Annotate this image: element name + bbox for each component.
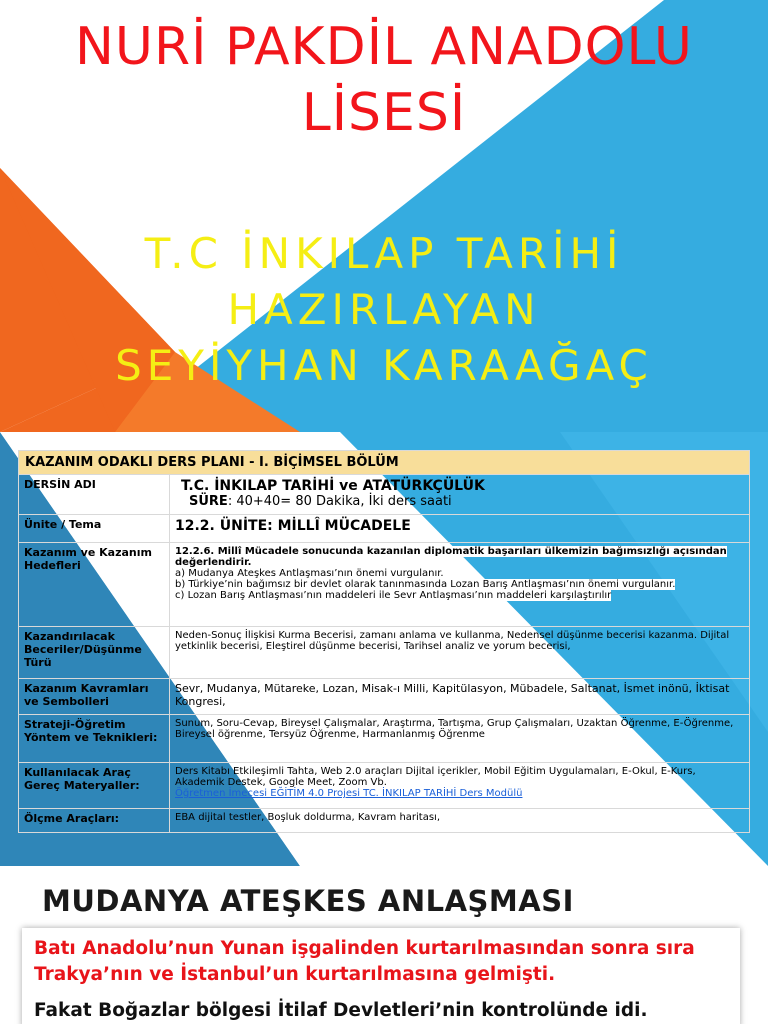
row-label: Kazanım Kavramları ve Sembolleri — [19, 679, 170, 715]
school-name-line2: LİSESİ — [301, 83, 467, 143]
outcome-b: b) Türkiye’nin bağımsız bir devlet olarak tanınmasında Lozan Barış Antlaşması’nın önemi vurgulanır. — [175, 579, 676, 590]
duration — [189, 494, 744, 509]
row-label: Strateji-Öğretim Yöntem ve Teknikleri: — [19, 715, 170, 763]
row-value — [170, 543, 750, 627]
concepts-value: Sevr, Mudanya, Mütareke, Lozan, Misak-ı Milli, Kapitülasyon, Mübadele, Saltanat, İsmet inönü, İktisat Kongresi, — [170, 679, 750, 715]
table-row — [19, 715, 750, 763]
table-row — [19, 475, 750, 515]
subject-title: T.C İNKILAP TARİHİ — [144, 229, 624, 278]
outcome-main: 12.2.6. Millî Mücadele sonucunda kazanılan diplomatik başarıları ülkemizin bağımsızlığı açısından değerlendirir. — [175, 546, 727, 568]
row-label: Kazanım ve Kazanım Hedefleri — [19, 543, 170, 627]
table-row — [19, 543, 750, 627]
row-label: Ünite / Tema — [19, 515, 170, 543]
strategy-value: Sunum, Soru-Cevap, Bireysel Çalışmalar, Araştırma, Tartışma, Grup Çalışmaları, Uzaktan Öğrenme, E-Öğrenme, Bireysel öğrenme, Tersyüz Öğrenme, Harmanlanmış Öğrenme — [170, 715, 750, 763]
lesson-plan-table — [18, 450, 750, 833]
module-link[interactable]: Öğretmen İmecesi EĞİTİM 4.0 Projesi TC. İNKILAP TARİHİ Ders Modülü — [175, 788, 523, 799]
unit-value: 12.2. ÜNİTE: MİLLÎ MÜCADELE — [170, 515, 750, 543]
title-slide — [0, 0, 768, 432]
table-header: KAZANIM ODAKLI DERS PLANI - I. BİÇİMSEL BÖLÜM — [19, 451, 750, 475]
skills-value: Neden-Sonuç İlişkisi Kurma Becerisi, zamanı anlama ve kullanma, Nedensel düşünme becerisi kazanma. Dijital yetkinlik becerisi, Eleştirel düşünme becerisi, Tarihsel analiz ve yorum becerisi, — [170, 627, 750, 679]
row-label: Kullanılacak Araç Gereç Materyaller: — [19, 763, 170, 809]
school-name-line1: NURİ PAKDİL ANADOLU — [75, 17, 693, 77]
table-row — [19, 809, 750, 833]
row-label: Ölçme Araçları: — [19, 809, 170, 833]
duration-label: SÜRE — [189, 494, 228, 509]
lesson-plan-slide — [0, 432, 768, 866]
row-label: Kazandırılacak Beceriler/Düşünme Türü — [19, 627, 170, 679]
straits-text: Fakat Boğazlar bölgesi İtilaf Devletleri’nin kontrolünde idi. — [34, 1000, 648, 1021]
table-header-row — [19, 451, 750, 475]
outcome-a: a) Mudanya Ateşkes Antlaşması’nın önemi vurgulanır. — [175, 568, 444, 579]
author-name: SEYİYHAN KARAAĞAÇ — [115, 341, 653, 390]
table-row — [19, 763, 750, 809]
table-row — [19, 679, 750, 715]
duration-value: : 40+40= 80 Dakika, İki ders saati — [227, 494, 452, 509]
outcome-c: c) Lozan Barış Antlaşması’nın maddeleri ile Sevr Antlaşması’nın maddeleri karşılaştırılır — [175, 590, 612, 601]
mudanya-slide — [0, 866, 768, 1024]
prepared-by-label: HAZIRLAYAN — [227, 285, 541, 334]
table-row — [19, 515, 750, 543]
assessment-value: EBA dijital testler, Boşluk doldurma, Kavram haritası, — [170, 809, 750, 833]
table-row — [19, 627, 750, 679]
course-name: T.C. İNKILAP TARİHİ ve ATATÜRKÇÜLÜK — [181, 478, 485, 494]
intro-text: Batı Anadolu’nun Yunan işgalinden kurtarılmasından sonra sıra Trakya’nın ve İstanbul’un kurtarılmasına gelmişti. — [34, 938, 695, 985]
materials-value: Ders Kitabı Etkileşimli Tahta, Web 2.0 araçları Dijital içerikler, Mobil Eğitim Uygulamaları, E-Okul, E-Kurs, Akademik Destek, Google Meet, Zoom Vb. — [175, 766, 696, 788]
row-label: DERSİN ADI — [19, 475, 170, 515]
content-box — [22, 928, 740, 1024]
row-value — [170, 763, 750, 809]
slide-title: MUDANYA ATEŞKES ANLAŞMASI — [42, 884, 574, 918]
row-value — [170, 475, 750, 515]
